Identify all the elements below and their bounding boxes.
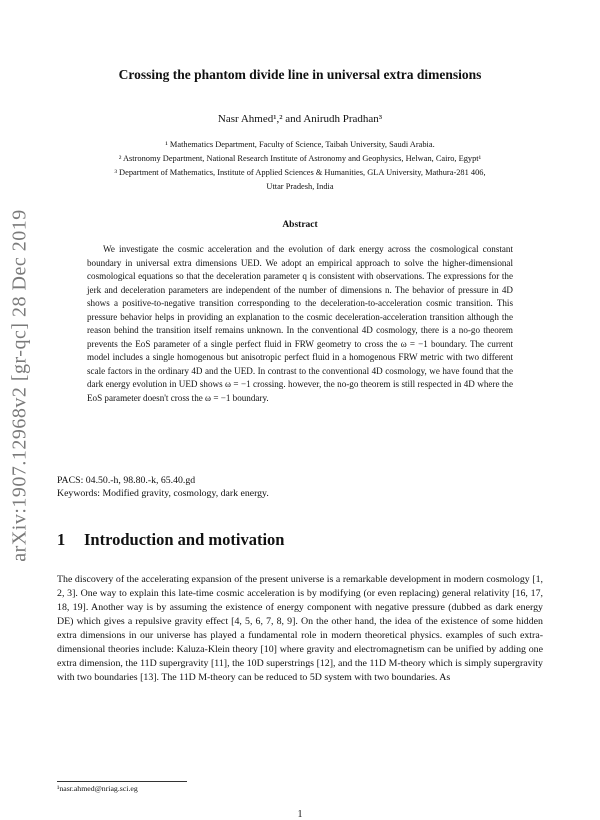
affiliation-3: ³ Department of Mathematics, Institute of Applied Sciences & Humanities, GLA University, Mathura-281 406, [114, 168, 486, 177]
footnote-rule [57, 781, 187, 782]
affiliation-1: ¹ Mathematics Department, Faculty of Science, Taibah University, Saudi Arabia. [165, 140, 435, 149]
section-title: Introduction and motivation [84, 530, 285, 549]
keywords-line: Keywords: Modified gravity, cosmology, dark energy. [57, 488, 269, 499]
paper-title: Crossing the phantom divide line in universal extra dimensions [118, 67, 482, 82]
footnote: ¹nasr.ahmed@nriag.sci.eg [57, 784, 138, 793]
paper-authors: Nasr Ahmed¹,² and Anirudh Pradhan³ [217, 113, 383, 125]
pacs-line: PACS: 04.50.-h, 98.80.-k, 65.40.gd [57, 475, 196, 486]
section-number: 1 [57, 530, 66, 549]
abstract-text: We investigate the cosmic acceleration and the evolution of dark energy across the cosmological constant boundary in universal extra dimensions UED. We adopt an empirical approach to solve the higher-dimensional cosmological equations so that the deceleration parameter q is consistent with observations. The expressions for the jerk and deceleration parameters are independent of the number of dimensions n. The behavior of pressure in 4D shows a positive-to-negative transition corresponding to the deceleration-to-acceleration cosmic transition. This pressure behavior helps in providing an explanation to the cosmic deceleration-acceleration transition although the reason behind the transition itself remains unknown. In the conventional 4D cosmology, there is a no-go theorem prevents the EoS parameter of a single perfect fluid in FRW geometry to cross the ω = −1 boundary. The current model includes a single homogenous but anisotropic perfect fluid in a homogenous FRW metric with two different scale factors in the ordinary 4D and the UED. In contrast to the conventional 4D cosmology, we have found that the dark energy evolution in UED shows ω = −1 crossing. however, the no-go theorem is still respected in 4D where the EoS parameter doesn't cross the ω = −1 boundary. [87, 244, 513, 403]
abstract-heading: Abstract [282, 220, 318, 230]
page-number: 1 [297, 809, 303, 820]
arxiv-stamp-text: arXiv:1907.12968v2 [gr-qc] 28 Dec 2019 [8, 208, 31, 562]
intro-paragraph: The discovery of the accelerating expansion of the present universe is a remarkable development in modern cosmology [1, 2, 3]. One way to explain this late-time cosmic acceleration is by modifying (or even replacing) general relativity [16, 17, 18, 19]. Another way is by assuming the existence of energy component with negative pressure (dubbed as dark energy DE) which gives a repulsive gravity effect [4, 5, 6, 7, 8, 9]. On the other hand, the idea of the existence of some hidden extra dimensions in our universe has played a fundamental role in modern theoretical physics. examples of such extra-dimensional theories include: Kaluza-Klein theory [10] where gravity and electromagnetism can be unified by adding one extra dimension, the 11D supergravity [11], the 10D superstrings [12], and the 11D M-theory which is simply supergravity with two boundaries [13]. The 11D M-theory can be reduced to 5D system with two boundaries. As [57, 574, 543, 683]
affiliation-2: ² Astronomy Department, National Research Institute of Astronomy and Geophysics, Helwan, Cairo, Egypt¹ [118, 154, 482, 163]
section-heading [57, 530, 284, 550]
arxiv-stamp [8, 210, 32, 560]
affiliation-3-cont: Uttar Pradesh, India [266, 182, 334, 191]
